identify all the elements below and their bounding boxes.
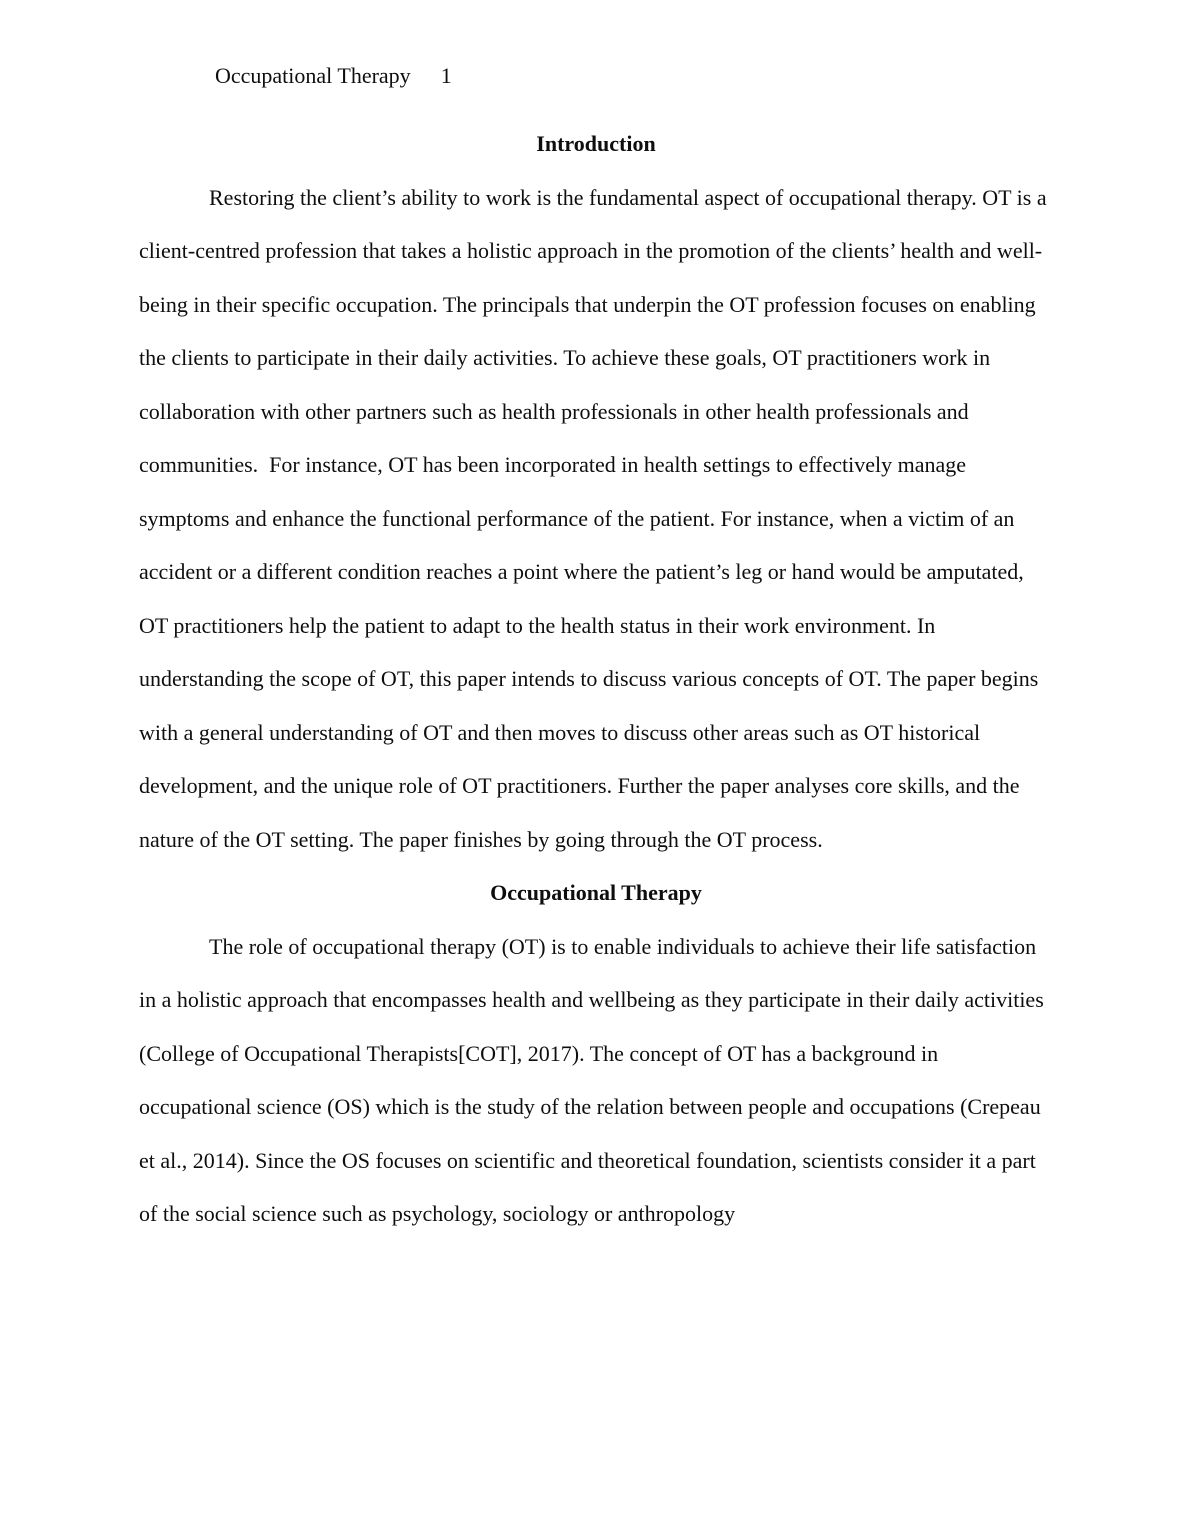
section-heading-occupational-therapy: Occupational Therapy <box>490 880 702 905</box>
paragraph-introduction: Restoring the client’s ability to work is the fundamental aspect of occupational therapy. OT is a client-centred profession that takes a holistic approach in the promotion of the clients’ health and well-being in their specific occupation. The principals that underpin the OT profession focuses on enabling the clients to participate in their daily activities. To achieve these goals, OT practitioners work in collaboration with other partners such as health professionals in other health professionals and communities. For instance, OT has been incorporated in health settings to effectively manage symptoms and enhance the functional performance of the patient. For instance, when a victim of an accident or a different condition reaches a point where the patient’s leg or hand would be amputated, OT practitioners help the patient to adapt to the health status in their work environment. In understanding the scope of OT, this paper intends to discuss various concepts of OT. The paper begins with a general understanding of OT and then moves to discuss other areas such as OT historical development, and the unique role of OT practitioners. Further the paper analyses core skills, and the nature of the OT setting. The paper finishes by going through the OT process. <box>139 184 1053 852</box>
running-header <box>215 62 452 90</box>
running-header-title: Occupational Therapy <box>215 63 411 88</box>
document-body <box>139 117 1053 1241</box>
section-heading-introduction: Introduction <box>536 131 656 156</box>
page-number: 1 <box>440 63 452 88</box>
paragraph-occupational-therapy: The role of occupational therapy (OT) is to enable individuals to achieve their life satisfaction in a holistic approach that encompasses health and wellbeing as they participate in their daily activities (College of Occupational Therapists[COT], 2017). The concept of OT has a background in occupational science (OS) which is the study of the relation between people and occupations (Crepeau et al., 2014). Since the OS focuses on scientific and theoretical foundation, scientists consider it a part of the social science such as psychology, sociology or anthropology <box>139 933 1050 1226</box>
